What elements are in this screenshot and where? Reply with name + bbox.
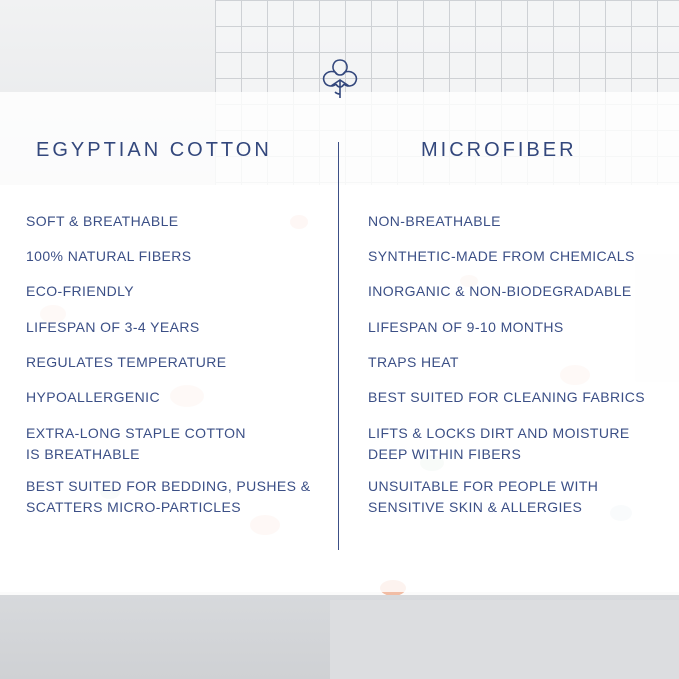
list-item: EXTRA-LONG STAPLE COTTON IS BREATHABLE [26,425,246,462]
list-item: LIFTS & LOCKS DIRT AND MOISTURE DEEP WITHIN FIBERS [368,425,630,462]
list-item: ECO-FRIENDLY [26,283,134,299]
column-divider [338,142,339,550]
list-item: SOFT & BREATHABLE [26,213,179,229]
list-item: LIFESPAN OF 3-4 YEARS [26,319,200,335]
list-item: NON-BREATHABLE [368,213,501,229]
list-item: REGULATES TEMPERATURE [26,354,227,370]
list-item: INORGANIC & NON-BIODEGRADABLE [368,283,632,299]
list-item: HYPOALLERGENIC [26,389,160,405]
rug [330,600,679,679]
list-item: SYNTHETIC-MADE FROM CHEMICALS [368,248,635,264]
cotton-flower-icon [313,50,367,104]
list-item: 100% NATURAL FIBERS [26,248,192,264]
list-item: UNSUITABLE FOR PEOPLE WITH SENSITIVE SKIN & ALLERGIES [368,478,599,515]
microfiber-heading: MICROFIBER [421,138,577,161]
list-item: BEST SUITED FOR CLEANING FABRICS [368,389,646,405]
list-item: TRAPS HEAT [368,354,459,370]
list-item: LIFESPAN OF 9-10 MONTHS [368,319,564,335]
egyptian-cotton-heading: EGYPTIAN COTTON [36,138,272,161]
list-item: BEST SUITED FOR BEDDING, PUSHES & SCATTERS MICRO-PARTICLES [26,478,311,515]
